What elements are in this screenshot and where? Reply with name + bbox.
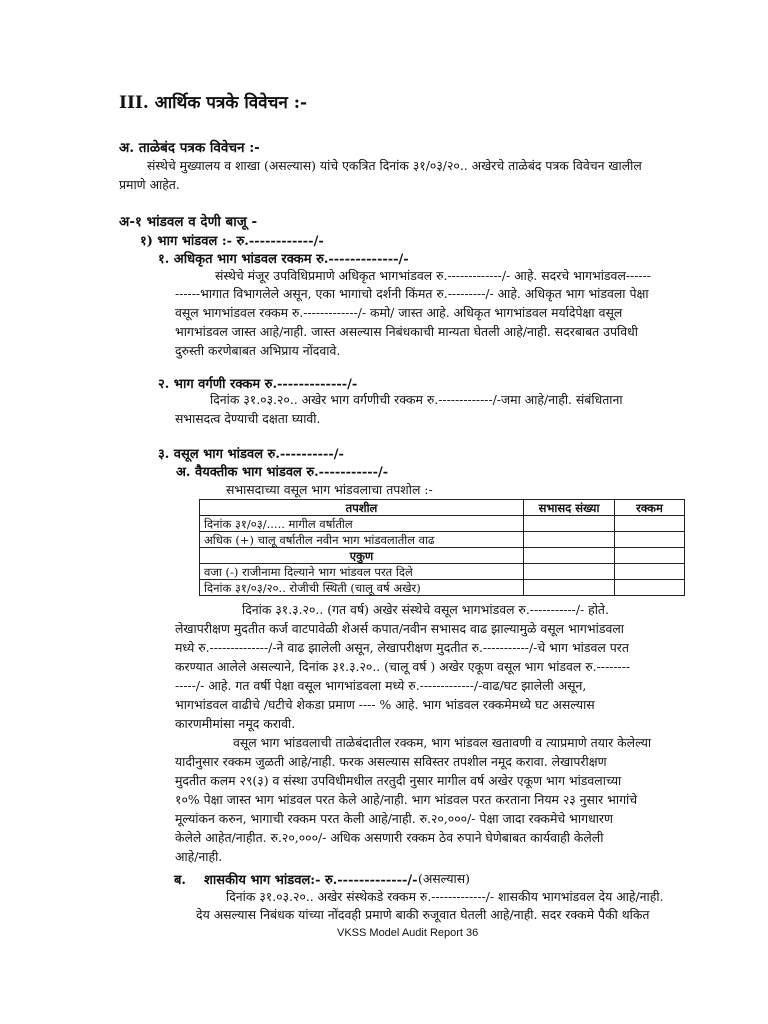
paid-up-para2-line-4: १०% पेक्षा जास्त भाग भांडवल परत केले आहे/नाही. भाग भांडवल परत करताना नियम २३ नुसार भागांचे	[175, 792, 638, 807]
table-row	[200, 532, 685, 548]
subscribed-line-1: दिनांक ३१.०३.२०.. अखेर भाग वर्गणीची रक्कम रु.-------------/-जमा आहे/नाही. संबंधिताना	[210, 392, 623, 407]
table-cell	[615, 548, 685, 564]
authorized-line-4: भागभांडवल जास्त आहे/नाही. जास्त असल्यास निबंधकाची मान्यता घेतली आहे/नाही. सदरबाबत उपविधी	[175, 324, 638, 339]
authorized-capital-heading: १. अधिकृत भाग भांडवल रक्कम रु.-------------/-	[158, 252, 409, 267]
authorized-line-1: संस्थेचे मंजूर उपविधिप्रमाणे अधिकृत भागभांडवल रु.-------------/- आहे. सदरचे भागभांडवल------	[215, 268, 651, 283]
table-header-member-count: सभासद संख्या	[524, 500, 615, 516]
paid-up-para1-line-2: लेखापरीक्षण मुदतीत कर्ज वाटपावेळी शेअर्स कपात/नवीन सभासद वाढ झाल्यामुळे वसूल भागभांडवला	[175, 621, 624, 636]
table-intro: सभासदाच्या वसूल भाग भांडवलाचा तपशोल :-	[226, 482, 433, 497]
government-capital-note: (असल्यास)	[418, 871, 470, 886]
government-capital-heading: शासकीय भाग भांडवल:- रु.-------------/-	[204, 873, 418, 888]
subscribed-capital-heading: २. भाग वर्गणी रक्कम रु.-------------/-	[158, 377, 358, 392]
table-cell	[524, 532, 615, 548]
page-heading: III. आर्थिक पत्रके विवेचन :-	[119, 93, 308, 113]
authorized-line-5: दुरुस्ती करणेबाबत अभिप्राय नोंदवावे.	[175, 343, 341, 358]
table-cell	[524, 516, 615, 532]
paid-up-para2-line-1: वसूल भाग भांडवलाची ताळेबंदातील रक्कम, भाग भांडवल खतावणी व त्याप्रमाणे तयार केलेल्या	[233, 735, 652, 750]
share-capital-table	[199, 499, 685, 596]
page-footer: VKSS Model Audit Report 36	[337, 927, 479, 939]
table-header-amount: रक्कम	[615, 500, 685, 516]
individual-capital-heading: अ. वैयक्तीक भाग भांडवल रु.-----------/-	[176, 465, 389, 480]
table-cell: दिनांक ३१/०३/२०.. रोजीची स्थिती (चालू वर्ष अखेर)	[200, 580, 524, 596]
table-header-details: तपशील	[200, 500, 524, 516]
government-line-2: देय असल्यास निबंधक यांच्या नोंदवही प्रमाणे बाकी रुजूवात घेतली आहे/नाही. सदर रक्कमे पैकी थकित	[196, 907, 650, 922]
section-a1-heading: अ-१ भांडवल व देणी बाजू -	[119, 214, 258, 230]
table-row	[200, 516, 685, 532]
table-row-total	[200, 548, 685, 564]
table-cell	[524, 580, 615, 596]
table-header-row	[200, 500, 685, 516]
table-cell	[615, 516, 685, 532]
table-row	[200, 564, 685, 580]
paid-up-para2-line-6: केलेले आहेत/नाहीत. रु.२०,०००/- अधिक असणारी रक्कम ठेव रुपाने घेणेबाबत कार्यवाही केलेली	[175, 830, 604, 845]
paid-up-para2-line-3: मुदतीत कलम २९(३) व संस्था उपविधीमधील तरतुदी नुसार मागील वर्ष अखेर एकूण भाग भांडवलाच्या	[175, 773, 622, 788]
table-cell-total: एकुण	[200, 548, 524, 564]
paid-up-para1-line-7: कारणमीमांसा नमूद करावी.	[175, 716, 296, 731]
table-cell: अधिक (+) चालू वर्षातील नवीन भाग भांडवलातील वाढ	[200, 532, 524, 548]
government-capital-prefix: ब.	[174, 873, 186, 888]
table-cell	[615, 532, 685, 548]
government-line-1: दिनांक ३१.०३.२०.. अखेर संस्थेकडे रक्कम रु.-------------/- शासकीय भागभांडवल देय आहे/नाही.	[226, 889, 664, 904]
paid-up-para2-line-2: यादीनुसार रक्कम जुळती आहे/नाही. फरक असल्यास सविस्तर तपशील नमूद करावा. लेखापरीक्षण	[175, 754, 607, 769]
paid-up-para1-line-6: भागभांडवल वाढीचे /घटीचे शेकडा प्रमाण ---- % आहे. भाग भांडवल रक्कमेमध्ये घट असल्यास	[175, 697, 595, 712]
section-a-heading: अ. ताळेबंद पत्रक विवेचन :-	[119, 140, 260, 156]
paid-up-para1-line-5: -----/- आहे. गत वर्षी पेक्षा वसूल भागभांडवला मध्ये रु.-------------/-वाढ/घट झालेली असून,	[175, 678, 587, 693]
table-cell	[615, 580, 685, 596]
paid-up-para1-line-1: दिनांक ३१.३.२०.. (गत वर्ष) अखेर संस्थेचे वसूल भागभांडवल रु.-----------/- होते.	[242, 602, 609, 617]
authorized-line-2: ------भागात विभागलेले असून, एका भागाचो दर्शनी किंमत रु.---------/- आहे. अधिकृत भाग भांडवला पेक्षा	[175, 286, 649, 301]
paid-up-para2-line-5: मूल्यांकन करुन, भागाची रक्कम परत केली आहे/नाही. रु.२०,०००/- पेक्षा जादा रक्कमेचे भागधारण	[175, 811, 613, 826]
share-capital-heading: १) भाग भांडवल :- रु.------------/-	[140, 234, 324, 249]
paid-up-para1-line-4: करण्यात आलेले असल्याने, दिनांक ३१.३.२०.. (चालू वर्ष ) अखेर एकूण वसूल भाग भांडवल रु.--------	[175, 659, 631, 674]
table-row	[200, 580, 685, 596]
subscribed-line-2: सभासदत्व देण्याची दक्षता घ्यावी.	[175, 411, 321, 426]
table-cell	[615, 564, 685, 580]
table-cell: वजा (-) राजीनामा दिल्याने भाग भांडवल परत दिले	[200, 564, 524, 580]
authorized-capital-text	[175, 266, 687, 285]
table-cell: दिनांक ३१/०३/..... मागील वर्षातील	[200, 516, 524, 532]
paid-up-para2-line-7: आहे/नाही.	[175, 849, 223, 864]
section-a-line-1: संस्थेचे मुख्यालय व शाखा (असल्यास) यांचे एकत्रित दिनांक ३१/०३/२०.. अखेरचे ताळेबंद पत्रक विवेचन खालील	[147, 158, 642, 173]
paid-up-capital-heading: ३. वसूल भाग भांडवल रु.----------/-	[158, 447, 344, 462]
section-a-line-2: प्रमाणे आहेत.	[119, 177, 180, 192]
table-cell	[524, 548, 615, 564]
authorized-line-3: वसूल भागभांडवल रक्कम रु.-------------/- कमो/ जास्त आहे. अधिकृत भागभांडवल मर्यादेपेक्षा वसूल	[175, 305, 623, 320]
table-cell	[524, 564, 615, 580]
paid-up-para1-line-3: मध्ये रु.--------------/-ने वाढ झालेली असून, लेखापरीक्षण मुदतीत रु.-----------/-चे भाग भांडवल परत	[175, 640, 629, 655]
